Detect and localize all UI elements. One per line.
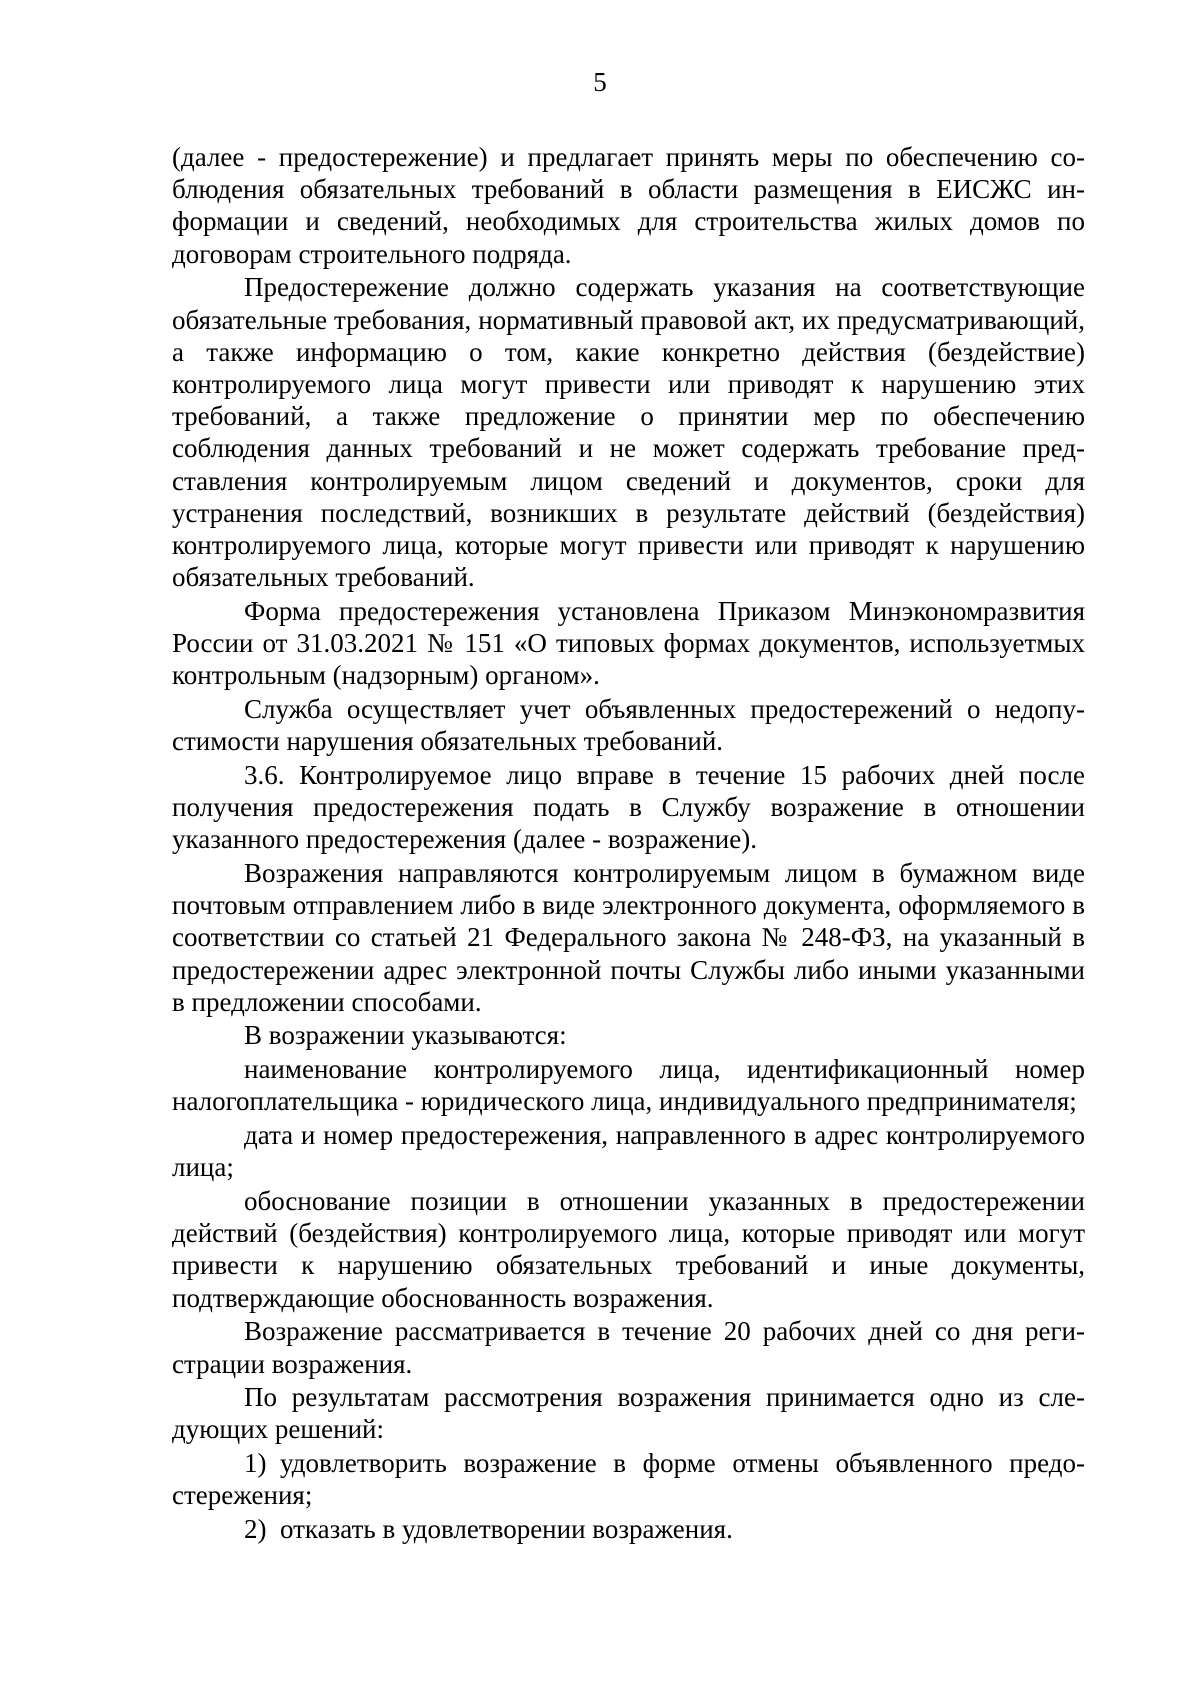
paragraph-objection-contents-intro: В возражении указываются: xyxy=(244,1020,567,1051)
paragraph-clause-3-6: 3.6. Контролируемое лицо вправе в течение 15 рабочих дней после получения предостережения подать в Службу возражение в отношении указанного предостережения (далее - возражение). xyxy=(172,759,1085,855)
list-item-decision-1: 1) удовлетворить возражение в форме отмены объявленного предостережения; xyxy=(172,1448,1085,1511)
paragraph-objection-review-period: Возражение рассматривается в течение 20 рабочих дней со дня регистрации возражения. xyxy=(172,1316,1085,1379)
page-number: 5 xyxy=(593,67,607,97)
list-item-decision-2: 2) отказать в удовлетворении возражения. xyxy=(244,1514,733,1545)
paragraph-warning-content: Предостережение должно содержать указания на соответствующие обязательные требования, нормативный правовой акт, их предусматривающий, а также информацию о том, какие конкретно действия (бездействие) контролируемого лица могут привести или приводят к нарушению этих требований, а также предложение о принятии мер по обеспечению соблюдения данных требований и не может содержать требование представления контролируемым лицом сведений и документов, сроки для устранения последствий, возникших в результате действий (бездействия) контролируемого лица, которые могут привести или приводят к нарушению обязательных требований. xyxy=(172,272,1085,593)
paragraph-objection-delivery: Возражения направляются контролируемым лицом в бумажном виде почтовым отправлением либо в виде электронного документа, оформляемого в соответствии со статьей 21 Федерального закона № 248-ФЗ, на указанный в предостережении адрес электронной почты Службы либо иными указанными в предложении способами. xyxy=(172,857,1085,1017)
paragraph-warning-form: Форма предостережения установлена Приказом Минэкономразвития России от 31.03.2021 № 151 «О типовых формах документов, используетмых контрольным (надзорным) органом». xyxy=(172,595,1085,691)
paragraph-continuation: (далее - предостережение) и предлагает принять меры по обеспечению соблюдения обязательных требований в области размещения в ЕИСЖС информации и сведений, необходимых для строительства жилых домов по договорам строительного подряда. xyxy=(172,142,1085,269)
document-body xyxy=(172,141,1085,1547)
paragraph-objection-item-date: дата и номер предостережения, направленного в адрес контролируемого лица; xyxy=(172,1120,1085,1183)
paragraph-objection-item-justification: обоснование позиции в отношении указанных в предостережении действий (бездействия) контролируемого лица, которые приводят или могут привести к нарушению обязательных требований и иные документы, подтверждающие обоснованность возражения. xyxy=(172,1186,1085,1313)
paragraph-decisions-intro: По результатам рассмотрения возражения принимается одно из следующих решений: xyxy=(172,1382,1085,1445)
paragraph-objection-item-name: наименование контролируемого лица, идентификационный номер налогоплательщика - юридического лица, индивидуального предпринимателя; xyxy=(172,1054,1085,1117)
paragraph-warning-registry: Служба осуществляет учет объявленных предостережений о недопустимости нарушения обязательных требований. xyxy=(172,693,1085,757)
